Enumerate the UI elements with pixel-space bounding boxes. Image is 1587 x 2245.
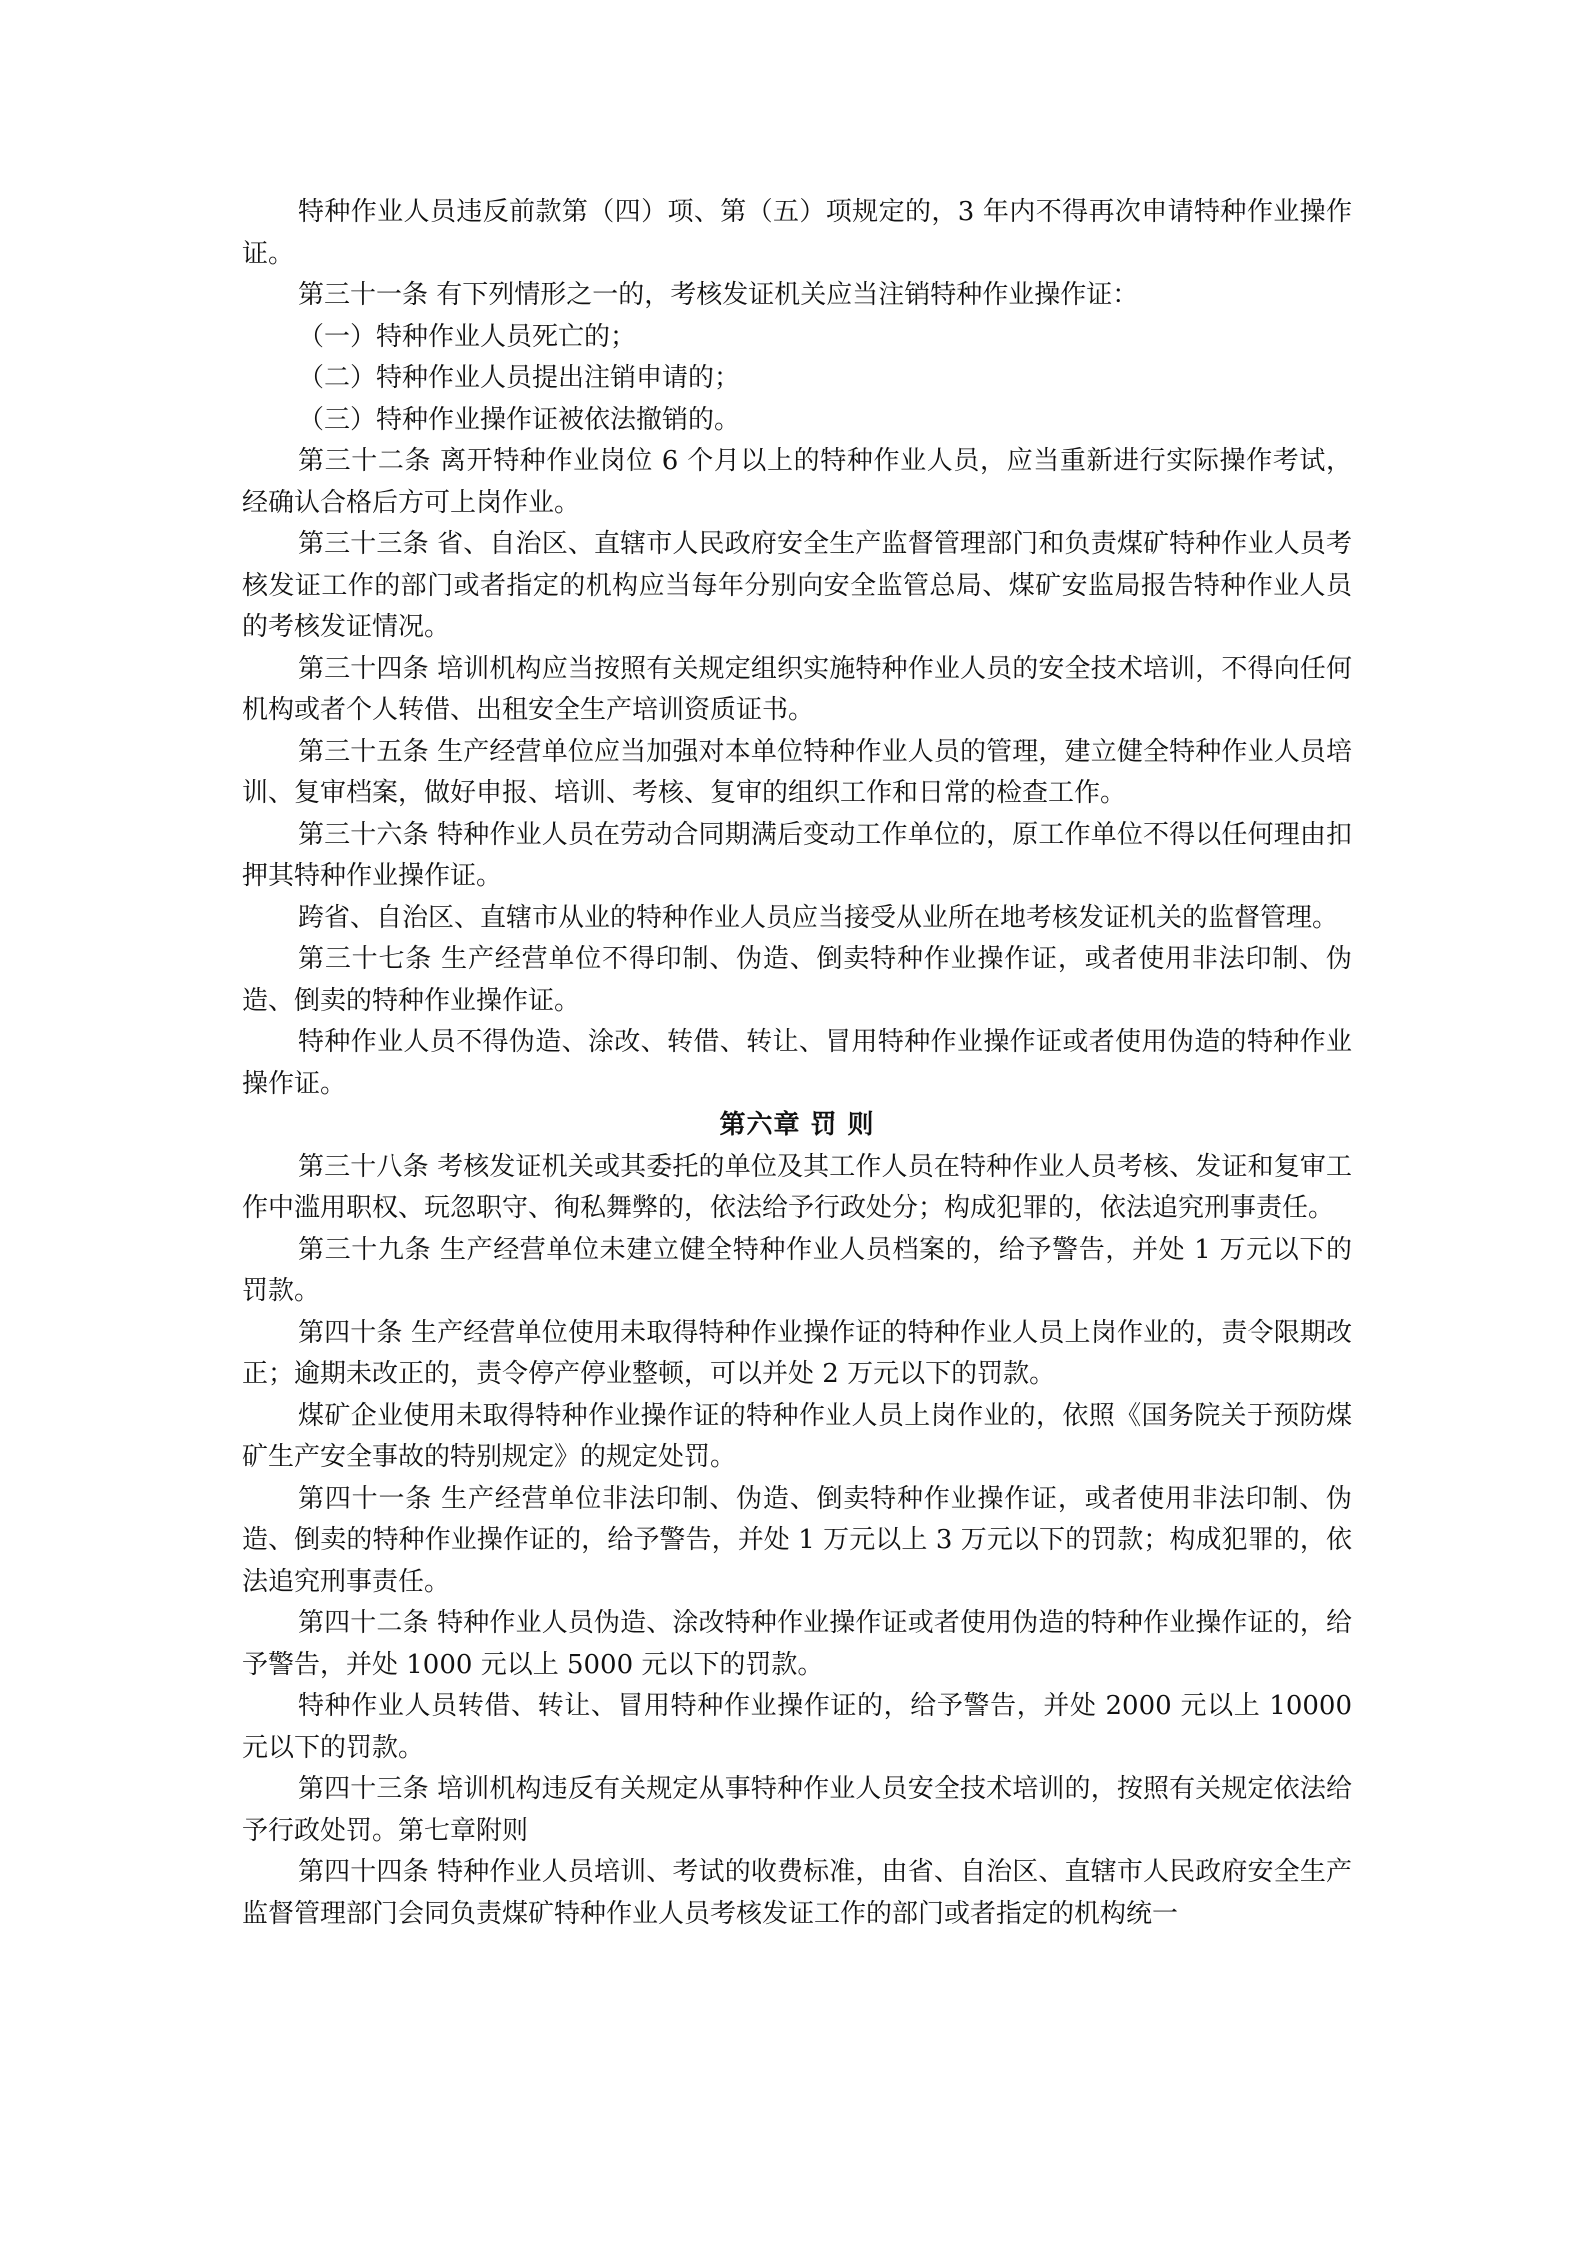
paragraph-art37: 第三十七条 生产经营单位不得印制、伪造、倒卖特种作业操作证，或者使用非法印制、伪造、倒卖的特种作业操作证。 xyxy=(242,944,1352,1016)
paragraph-art31: 第三十一条 有下列情形之一的，考核发证机关应当注销特种作业操作证： xyxy=(298,280,1139,310)
paragraph-art41: 第四十一条 生产经营单位非法印制、伪造、倒卖特种作业操作证，或者使用非法印制、伪造、倒卖的特种作业操作证的，给予警告，并处 1 万元以上 3 万元以下的罚款；构成犯罪的，依法追究刑事责任。 xyxy=(242,1483,1352,1597)
paragraph-art30-clause: 特种作业人员违反前款第（四）项、第（五）项规定的，3 年内不得再次申请特种作业操作证。 xyxy=(242,197,1352,269)
paragraph-art40-clause: 煤矿企业使用未取得特种作业操作证的特种作业人员上岗作业的，依照《国务院关于预防煤矿生产安全事故的特别规定》的规定处罚。 xyxy=(242,1400,1352,1472)
paragraph-art36-clause: 跨省、自治区、直辖市从业的特种作业人员应当接受从业所在地考核发证机关的监督管理。 xyxy=(298,902,1339,933)
paragraph-art42: 第四十二条 特种作业人员伪造、涂改特种作业操作证或者使用伪造的特种作业操作证的，给予警告，并处 1000 元以上 5000 元以下的罚款。 xyxy=(242,1608,1352,1680)
paragraph-art35: 第三十五条 生产经营单位应当加强对本单位特种作业人员的管理，建立健全特种作业人员培训、复审档案，做好申报、培训、考核、复审的组织工作和日常的检查工作。 xyxy=(242,736,1352,808)
list-item-art31-3: （三）特种作业操作证被依法撤销的。 xyxy=(298,404,741,435)
paragraph-art32: 第三十二条 离开特种作业岗位 6 个月以上的特种作业人员，应当重新进行实际操作考试，经确认合格后方可上岗作业。 xyxy=(242,446,1352,518)
chapter-heading: 第六章 罚 则 xyxy=(719,1110,875,1140)
list-item-art31-1: （一）特种作业人员死亡的； xyxy=(298,321,637,352)
paragraph-art43: 第四十三条 培训机构违反有关规定从事特种作业人员安全技术培训的，按照有关规定依法给予行政处罚。第七章附则 xyxy=(242,1774,1352,1846)
document-body xyxy=(242,192,1352,1935)
paragraph-art44: 第四十四条 特种作业人员培训、考试的收费标准，由省、自治区、直辖市人民政府安全生产监督管理部门会同负责煤矿特种作业人员考核发证工作的部门或者指定的机构统一 xyxy=(242,1857,1352,1929)
paragraph-art42-clause: 特种作业人员转借、转让、冒用特种作业操作证的，给予警告，并处 2000 元以上 10000 元以下的罚款。 xyxy=(242,1691,1352,1763)
paragraph-art38: 第三十八条 考核发证机关或其委托的单位及其工作人员在特种作业人员考核、发证和复审工作中滥用职权、玩忽职守、徇私舞弊的，依法给予行政处分；构成犯罪的，依法追究刑事责任。 xyxy=(242,1151,1352,1223)
paragraph-art37-clause: 特种作业人员不得伪造、涂改、转借、转让、冒用特种作业操作证或者使用伪造的特种作业操作证。 xyxy=(242,1027,1352,1099)
paragraph-art34: 第三十四条 培训机构应当按照有关规定组织实施特种作业人员的安全技术培训，不得向任何机构或者个人转借、出租安全生产培训资质证书。 xyxy=(242,653,1352,725)
paragraph-art40: 第四十条 生产经营单位使用未取得特种作业操作证的特种作业人员上岗作业的，责令限期改正；逾期未改正的，责令停产停业整顿，可以并处 2 万元以下的罚款。 xyxy=(242,1317,1352,1389)
paragraph-art33: 第三十三条 省、自治区、直辖市人民政府安全生产监督管理部门和负责煤矿特种作业人员考核发证工作的部门或者指定的机构应当每年分别向安全监管总局、煤矿安监局报告特种作业人员的考核发证情况。 xyxy=(242,529,1352,642)
paragraph-art39: 第三十九条 生产经营单位未建立健全特种作业人员档案的，给予警告，并处 1 万元以下的罚款。 xyxy=(242,1234,1352,1306)
list-item-art31-2: （二）特种作业人员提出注销申请的； xyxy=(298,363,741,393)
paragraph-art36: 第三十六条 特种作业人员在劳动合同期满后变动工作单位的，原工作单位不得以任何理由扣押其特种作业操作证。 xyxy=(242,819,1352,891)
